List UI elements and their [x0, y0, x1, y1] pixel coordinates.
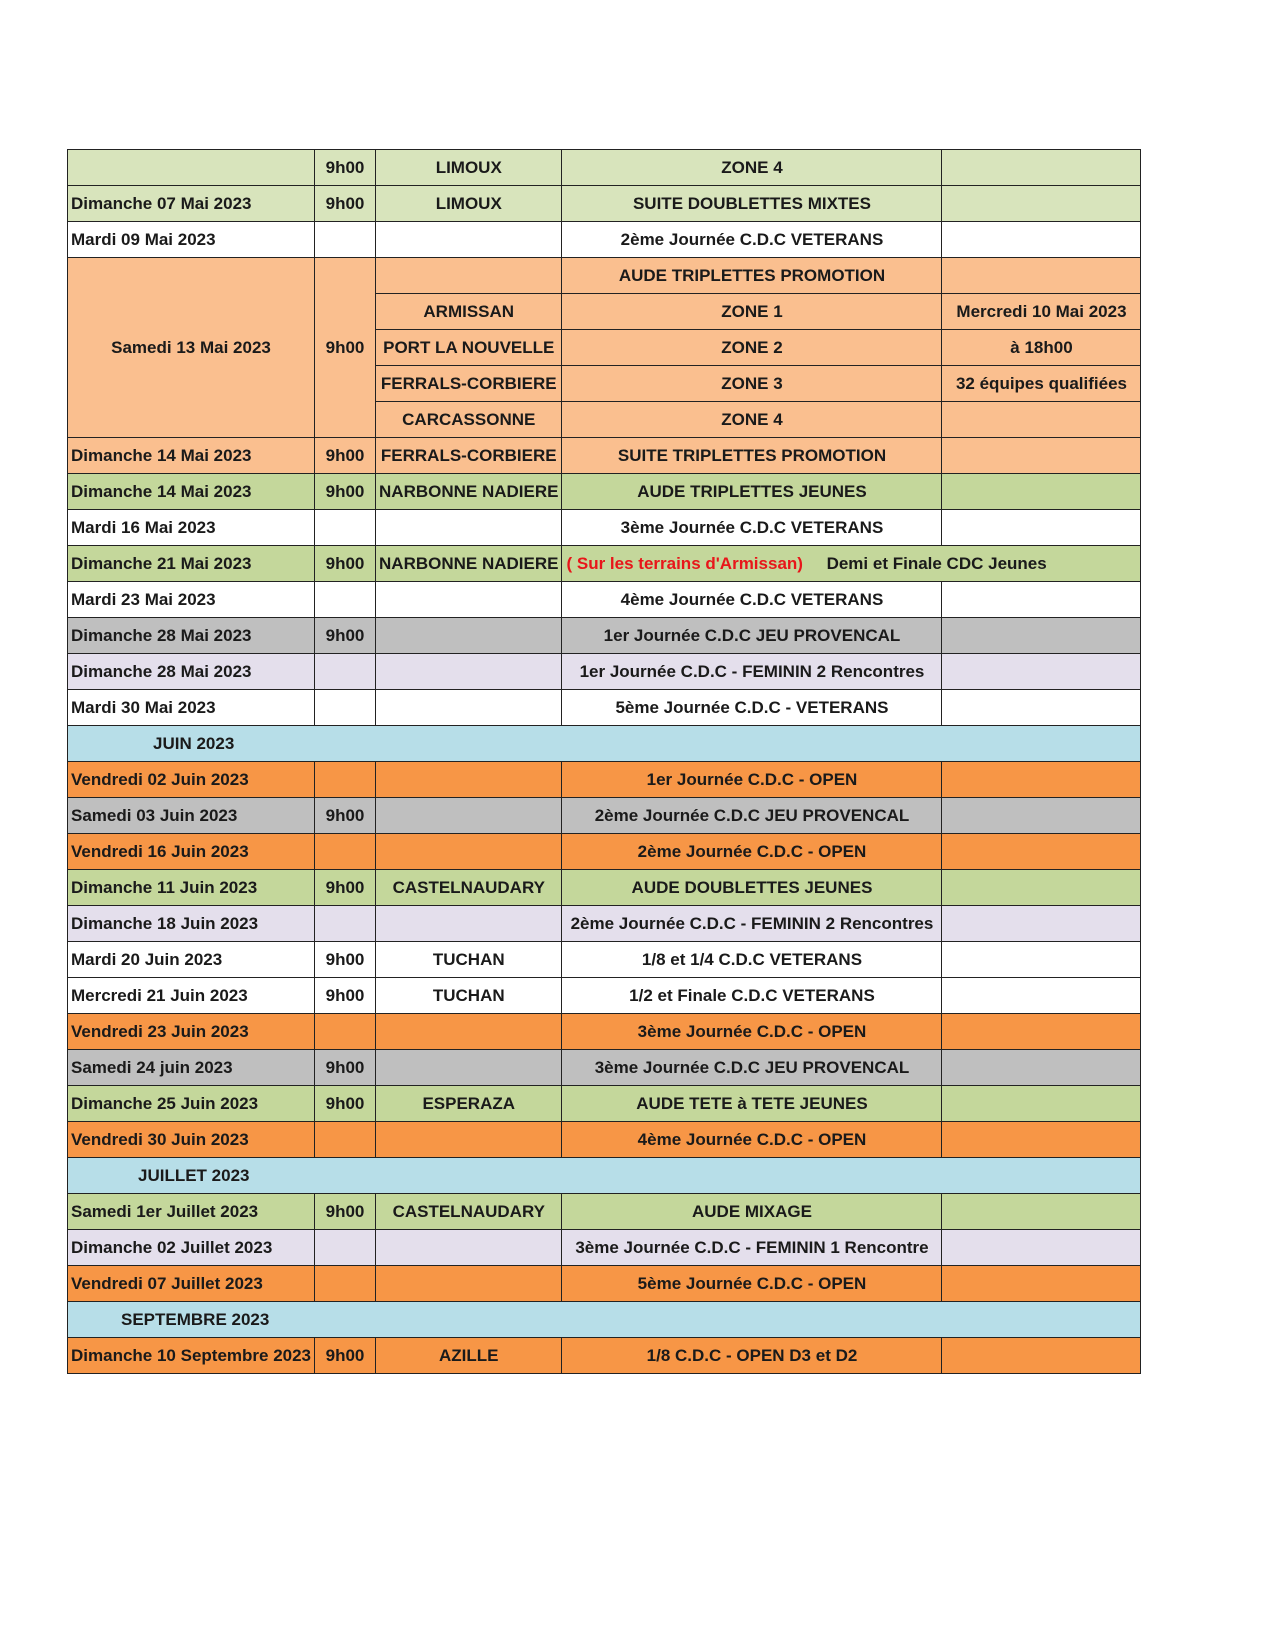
table-row [68, 1122, 1141, 1158]
place-cell: LIMOUX [376, 150, 562, 186]
time-cell [315, 906, 376, 942]
place-cell [376, 618, 562, 654]
event-cell: 1er Journée C.D.C - FEMININ 2 Rencontres [562, 654, 942, 690]
event-cell: 2ème Journée C.D.C VETERANS [562, 222, 942, 258]
time-cell: 9h00 [315, 870, 376, 906]
place-cell [376, 582, 562, 618]
note-cell [942, 870, 1141, 906]
date-cell: Dimanche 07 Mai 2023 [68, 186, 315, 222]
event-cell: ZONE 2 [562, 330, 942, 366]
place-cell [376, 1050, 562, 1086]
date-cell [68, 150, 315, 186]
table-row [68, 186, 1141, 222]
table-row [68, 546, 1141, 582]
event-cell: 2ème Journée C.D.C - OPEN [562, 834, 942, 870]
time-cell: 9h00 [315, 1050, 376, 1086]
note-cell [942, 690, 1141, 726]
place-cell: ARMISSAN [376, 294, 562, 330]
table-row [68, 474, 1141, 510]
date-cell: Vendredi 23 Juin 2023 [68, 1014, 315, 1050]
event-cell: AUDE DOUBLETTES JEUNES [562, 870, 942, 906]
note-cell [942, 1230, 1141, 1266]
note-cell [942, 1050, 1141, 1086]
place-cell: ESPERAZA [376, 1086, 562, 1122]
table-row [68, 1050, 1141, 1086]
event-cell: 5ème Journée C.D.C - VETERANS [562, 690, 942, 726]
note-cell [942, 510, 1141, 546]
note-cell [942, 906, 1141, 942]
month-header: JUIN 2023 [68, 726, 1141, 762]
date-cell: Dimanche 02 Juillet 2023 [68, 1230, 315, 1266]
place-cell: FERRALS-CORBIERE [376, 366, 562, 402]
date-cell: Vendredi 30 Juin 2023 [68, 1122, 315, 1158]
date-cell: Dimanche 21 Mai 2023 [68, 546, 315, 582]
time-cell: 9h00 [315, 1086, 376, 1122]
event-cell: AUDE MIXAGE [562, 1194, 942, 1230]
date-cell: Dimanche 10 Septembre 2023 [68, 1338, 315, 1374]
table-row [68, 258, 1141, 294]
place-cell [376, 1014, 562, 1050]
table-row [68, 834, 1141, 870]
date-cell: Mercredi 21 Juin 2023 [68, 978, 315, 1014]
note-cell [942, 150, 1141, 186]
event-cell: 3ème Journée C.D.C - FEMININ 1 Rencontre [562, 1230, 942, 1266]
time-cell: 9h00 [315, 798, 376, 834]
time-cell [315, 582, 376, 618]
event-cell: 3ème Journée C.D.C - OPEN [562, 1014, 942, 1050]
event-cell: SUITE TRIPLETTES PROMOTION [562, 438, 942, 474]
table-row [68, 690, 1141, 726]
date-cell: Mardi 16 Mai 2023 [68, 510, 315, 546]
place-cell [376, 762, 562, 798]
place-cell: TUCHAN [376, 942, 562, 978]
event-cell: ZONE 3 [562, 366, 942, 402]
note-cell [942, 582, 1141, 618]
place-cell: PORT LA NOUVELLE [376, 330, 562, 366]
note-cell: à 18h00 [942, 330, 1141, 366]
table-row [68, 870, 1141, 906]
place-cell [376, 222, 562, 258]
table-row [68, 1338, 1141, 1374]
table-row [68, 582, 1141, 618]
event-cell: 4ème Journée C.D.C - OPEN [562, 1122, 942, 1158]
date-cell: Dimanche 11 Juin 2023 [68, 870, 315, 906]
table-row [68, 798, 1141, 834]
table-row [68, 1014, 1141, 1050]
place-cell: CASTELNAUDARY [376, 1194, 562, 1230]
place-cell: NARBONNE NADIERE [376, 474, 562, 510]
event-cell: 4ème Journée C.D.C VETERANS [562, 582, 942, 618]
date-cell: Dimanche 14 Mai 2023 [68, 438, 315, 474]
date-cell: Mardi 30 Mai 2023 [68, 690, 315, 726]
place-cell: CARCASSONNE [376, 402, 562, 438]
date-cell: Samedi 03 Juin 2023 [68, 798, 315, 834]
table-row [68, 906, 1141, 942]
time-cell [315, 1014, 376, 1050]
place-cell [376, 510, 562, 546]
place-cell: AZILLE [376, 1338, 562, 1374]
note-cell [942, 798, 1141, 834]
note-cell: 32 équipes qualifiées [942, 366, 1141, 402]
event-cell: 3ème Journée C.D.C VETERANS [562, 510, 942, 546]
time-cell [315, 1122, 376, 1158]
event-cell: 1/8 et 1/4 C.D.C VETERANS [562, 942, 942, 978]
table-row [68, 438, 1141, 474]
date-cell: Vendredi 16 Juin 2023 [68, 834, 315, 870]
table-row [68, 762, 1141, 798]
event-cell: ZONE 1 [562, 294, 942, 330]
date-cell: Mardi 23 Mai 2023 [68, 582, 315, 618]
date-cell: Samedi 1er Juillet 2023 [68, 1194, 315, 1230]
time-cell [315, 222, 376, 258]
note-cell [942, 402, 1141, 438]
event-cell: AUDE TETE à TETE JEUNES [562, 1086, 942, 1122]
month-header: SEPTEMBRE 2023 [68, 1302, 1141, 1338]
date-cell: Dimanche 28 Mai 2023 [68, 618, 315, 654]
place-cell [376, 690, 562, 726]
place-cell [376, 906, 562, 942]
note-cell [942, 1338, 1141, 1374]
time-cell: 9h00 [315, 258, 376, 438]
month-row [68, 726, 1141, 762]
event-cell: 3ème Journée C.D.C JEU PROVENCAL [562, 1050, 942, 1086]
table-row [68, 1230, 1141, 1266]
venue-note: ( Sur les terrains d'Armissan) [566, 553, 803, 573]
note-cell [942, 474, 1141, 510]
event-cell: 1/8 C.D.C - OPEN D3 et D2 [562, 1338, 942, 1374]
table-row [68, 618, 1141, 654]
time-cell: 9h00 [315, 150, 376, 186]
table-row [68, 1086, 1141, 1122]
place-cell: TUCHAN [376, 978, 562, 1014]
note-cell [942, 834, 1141, 870]
note-cell [942, 762, 1141, 798]
time-cell: 9h00 [315, 618, 376, 654]
date-cell: Mardi 20 Juin 2023 [68, 942, 315, 978]
event-cell: 1er Journée C.D.C - OPEN [562, 762, 942, 798]
note-cell [942, 978, 1141, 1014]
time-cell [315, 834, 376, 870]
date-cell: Dimanche 14 Mai 2023 [68, 474, 315, 510]
place-cell: LIMOUX [376, 186, 562, 222]
event-text: Demi et Finale CDC Jeunes [826, 553, 1047, 573]
calendar-table [67, 149, 1141, 1374]
note-cell [942, 942, 1141, 978]
time-cell: 9h00 [315, 942, 376, 978]
event-cell [562, 546, 1141, 582]
date-cell: Vendredi 02 Juin 2023 [68, 762, 315, 798]
place-cell: CASTELNAUDARY [376, 870, 562, 906]
note-cell [942, 186, 1141, 222]
event-cell: 2ème Journée C.D.C - FEMININ 2 Rencontres [562, 906, 942, 942]
time-cell: 9h00 [315, 186, 376, 222]
time-cell [315, 690, 376, 726]
date-cell: Dimanche 25 Juin 2023 [68, 1086, 315, 1122]
event-cell: 2ème Journée C.D.C JEU PROVENCAL [562, 798, 942, 834]
table-row [68, 222, 1141, 258]
place-cell [376, 834, 562, 870]
place-cell: NARBONNE NADIERE [376, 546, 562, 582]
date-cell: Mardi 09 Mai 2023 [68, 222, 315, 258]
note-cell [942, 1266, 1141, 1302]
note-cell [942, 222, 1141, 258]
date-cell: Dimanche 28 Mai 2023 [68, 654, 315, 690]
month-row [68, 1302, 1141, 1338]
table-row [68, 654, 1141, 690]
event-cell: 1/2 et Finale C.D.C VETERANS [562, 978, 942, 1014]
time-cell [315, 762, 376, 798]
date-cell: Samedi 13 Mai 2023 [68, 258, 315, 438]
time-cell [315, 654, 376, 690]
place-cell [376, 1122, 562, 1158]
date-cell: Vendredi 07 Juillet 2023 [68, 1266, 315, 1302]
time-cell: 9h00 [315, 978, 376, 1014]
time-cell [315, 1266, 376, 1302]
time-cell: 9h00 [315, 438, 376, 474]
note-cell [942, 258, 1141, 294]
place-cell: FERRALS-CORBIERE [376, 438, 562, 474]
time-cell: 9h00 [315, 546, 376, 582]
date-cell: Dimanche 18 Juin 2023 [68, 906, 315, 942]
event-cell: AUDE TRIPLETTES PROMOTION [562, 258, 942, 294]
note-cell [942, 1122, 1141, 1158]
time-cell: 9h00 [315, 474, 376, 510]
event-cell: 5ème Journée C.D.C - OPEN [562, 1266, 942, 1302]
note-cell [942, 1086, 1141, 1122]
event-cell: SUITE DOUBLETTES MIXTES [562, 186, 942, 222]
note-cell [942, 1014, 1141, 1050]
date-cell: Samedi 24 juin 2023 [68, 1050, 315, 1086]
event-cell: 1er Journée C.D.C JEU PROVENCAL [562, 618, 942, 654]
event-cell: ZONE 4 [562, 150, 942, 186]
place-cell [376, 258, 562, 294]
note-cell [942, 438, 1141, 474]
table-row [68, 978, 1141, 1014]
place-cell [376, 1266, 562, 1302]
table-row [68, 1194, 1141, 1230]
event-cell: AUDE TRIPLETTES JEUNES [562, 474, 942, 510]
month-header: JUILLET 2023 [68, 1158, 1141, 1194]
place-cell [376, 798, 562, 834]
note-cell [942, 654, 1141, 690]
note-cell: Mercredi 10 Mai 2023 [942, 294, 1141, 330]
time-cell [315, 510, 376, 546]
note-cell [942, 1194, 1141, 1230]
event-cell: ZONE 4 [562, 402, 942, 438]
note-cell [942, 618, 1141, 654]
place-cell [376, 1230, 562, 1266]
table-row [68, 150, 1141, 186]
place-cell [376, 654, 562, 690]
time-cell [315, 1230, 376, 1266]
month-row [68, 1158, 1141, 1194]
table-row [68, 510, 1141, 546]
time-cell: 9h00 [315, 1194, 376, 1230]
time-cell: 9h00 [315, 1338, 376, 1374]
table-row [68, 1266, 1141, 1302]
table-row [68, 942, 1141, 978]
